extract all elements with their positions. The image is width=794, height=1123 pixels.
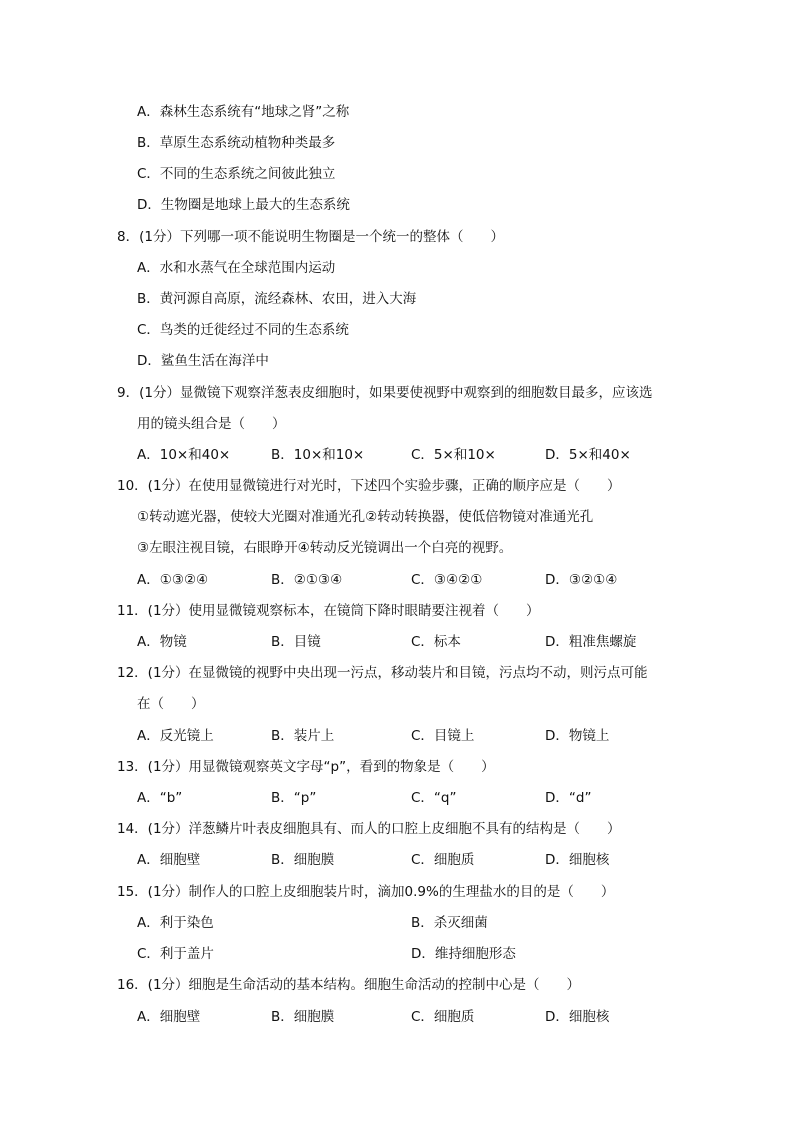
q11-option-d: D．粗准焦螺旋 — [545, 634, 637, 650]
q8-option-b: B．黄河源自高原，流经森林、农田，进入大海 — [137, 291, 417, 307]
q10-option-d: D．③②①④ — [545, 572, 618, 588]
q14-stem: 14．(1分）洋葱鳞片叶表皮细胞具有、而人的口腔上皮细胞不具有的结构是（ ） — [117, 821, 621, 837]
q12-option-a: A．反光镜上 — [137, 728, 214, 744]
q12-stem-line2: 在（ ） — [137, 696, 205, 712]
q10-steps-line2: ③左眼注视目镜，右眼睁开④转动反光镜调出一个白亮的视野。 — [137, 540, 513, 556]
q7-option-c: C．不同的生态系统之间彼此独立 — [137, 166, 336, 182]
q9-stem-line1: 9．(1分）显微镜下观察洋葱表皮细胞时，如果要使视野中观察到的细胞数目最多，应该选 — [117, 385, 653, 401]
q14-option-c: C．细胞质 — [411, 852, 475, 868]
q15-option-c: C．利于盖片 — [137, 946, 214, 962]
q11-option-a: A．物镜 — [137, 634, 187, 650]
q13-stem: 13．(1分）用显微镜观察英文字母“p”，看到的物象是（ ） — [117, 759, 495, 775]
q7-option-a: A．森林生态系统有“地球之肾”之称 — [137, 104, 350, 120]
q12-option-b: B．装片上 — [271, 728, 335, 744]
q12-option-c: C．目镜上 — [411, 728, 475, 744]
q14-option-b: B．细胞膜 — [271, 852, 335, 868]
q15-option-b: B．杀灭细菌 — [411, 915, 488, 931]
q12-stem-line1: 12．(1分）在显微镜的视野中央出现一污点，移动装片和目镜，污点均不动，则污点可能 — [117, 665, 648, 681]
q13-option-a: A．“b” — [137, 790, 183, 806]
q8-option-a: A．水和水蒸气在全球范围内运动 — [137, 260, 336, 276]
q15-option-a: A．利于染色 — [137, 915, 214, 931]
q9-option-b: B．10×和10× — [271, 447, 365, 463]
q16-option-a: A．细胞壁 — [137, 1009, 201, 1025]
q10-option-a: A．①③②④ — [137, 572, 209, 588]
q12-option-d: D．物镜上 — [545, 728, 610, 744]
q15-option-d: D．维持细胞形态 — [411, 946, 516, 962]
q8-option-d: D．鲨鱼生活在海洋中 — [137, 353, 269, 369]
q13-option-c: C．“q” — [411, 790, 457, 806]
q16-stem: 16．(1分）细胞是生命活动的基本结构。细胞生命活动的控制中心是（ ） — [117, 977, 581, 993]
q9-option-c: C．5×和10× — [411, 447, 496, 463]
q7-option-d: D．生物圈是地球上最大的生态系统 — [137, 197, 350, 213]
q13-option-b: B．“p” — [271, 790, 317, 806]
q11-option-c: C．标本 — [411, 634, 461, 650]
q15-stem: 15．(1分）制作人的口腔上皮细胞装片时，滴加0.9%的生理盐水的目的是（ ） — [117, 884, 615, 900]
q16-option-b: B．细胞膜 — [271, 1009, 335, 1025]
q10-stem: 10．(1分）在使用显微镜进行对光时，下述四个实验步骤，正确的顺序应是（ ） — [117, 478, 621, 494]
q7-option-b: B．草原生态系统动植物种类最多 — [137, 135, 336, 151]
q11-option-b: B．目镜 — [271, 634, 321, 650]
q9-stem-line2: 用的镜头组合是（ ） — [137, 416, 286, 432]
q10-steps-line1: ①转动遮光器，使较大光圈对准通光孔②转动转换器，使低倍物镜对准通光孔 — [137, 509, 594, 525]
q16-option-d: D．细胞核 — [545, 1009, 610, 1025]
q16-option-c: C．细胞质 — [411, 1009, 475, 1025]
q9-option-d: D．5×和40× — [545, 447, 631, 463]
q10-option-b: B．②①③④ — [271, 572, 343, 588]
q14-option-a: A．细胞壁 — [137, 852, 201, 868]
q13-option-d: D．“d” — [545, 790, 592, 806]
q9-option-a: A．10×和40× — [137, 447, 231, 463]
q14-option-d: D．细胞核 — [545, 852, 610, 868]
q8-option-c: C．鸟类的迁徙经过不同的生态系统 — [137, 322, 349, 338]
q10-option-c: C．③④②① — [411, 572, 483, 588]
q8-stem: 8．(1分）下列哪一项不能说明生物圈是一个统一的整体（ ） — [117, 229, 504, 245]
q11-stem: 11．(1分）使用显微镜观察标本，在镜筒下降时眼睛要注视着（ ） — [117, 603, 540, 619]
